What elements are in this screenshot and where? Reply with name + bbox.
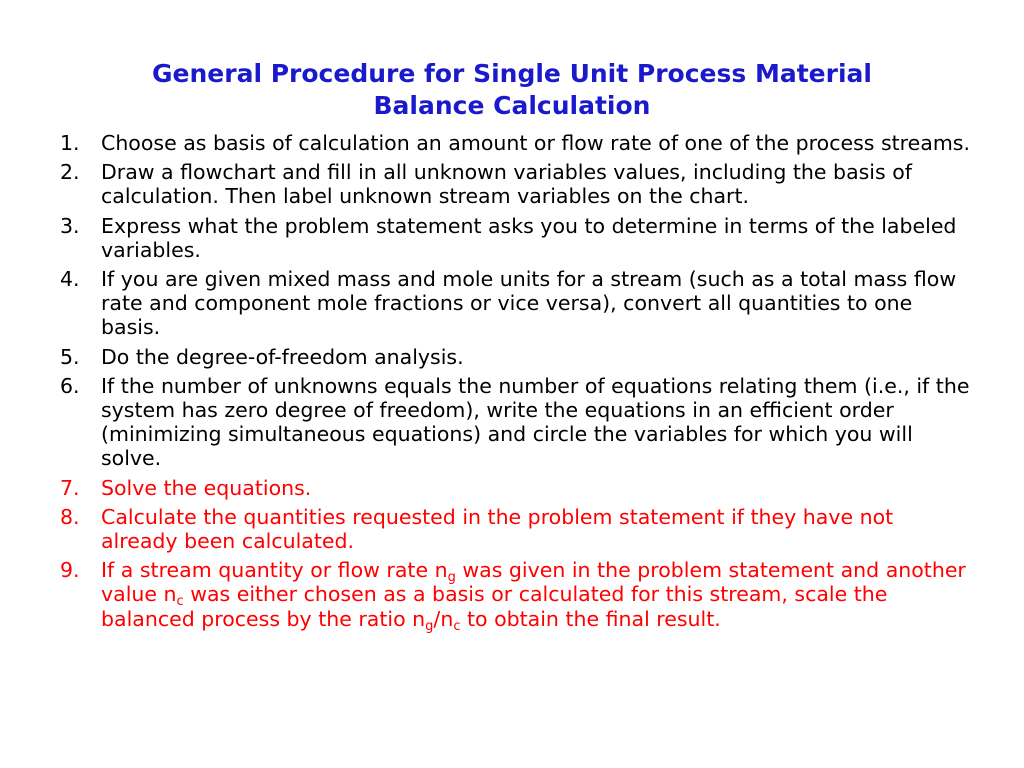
slide-title-line-1: General Procedure for Single Unit Process Material — [152, 59, 872, 88]
step-text: If you are given mixed mass and mole units for a stream (such as a total mass flow rate and component mole fractions or vice versa), convert all quantities to one basis. — [101, 267, 957, 340]
step-number: 8. — [60, 504, 80, 529]
step-text: Do the degree-of-freedom analysis. — [101, 344, 464, 369]
step-text — [101, 558, 970, 634]
step-number: 3. — [60, 213, 80, 238]
subscript-c: c — [453, 618, 461, 634]
step-2 — [60, 160, 970, 208]
step-3 — [60, 214, 970, 262]
step-8 — [60, 505, 970, 553]
step-text: Calculate the quantities requested in the problem statement if they have not already been calculated. — [101, 504, 894, 554]
step-4 — [60, 267, 970, 340]
step-text: If the number of unknowns equals the number of equations relating them (i.e., if the system has zero degree of freedom), write the equations in an efficient order (minimizing simultaneous equations) and circle the variables for which you will solve. — [101, 373, 970, 471]
step-text: Solve the equations. — [101, 475, 312, 500]
step-text: Draw a flowchart and fill in all unknown variables values, including the basis of calculation. Then label unknown stream variables on the chart. — [101, 160, 912, 209]
procedure-steps-list — [60, 131, 970, 636]
step-9 — [60, 558, 970, 634]
step-number: 5. — [60, 344, 80, 369]
slide-title — [60, 58, 964, 122]
subscript-c: c — [176, 594, 184, 610]
step-6 — [60, 374, 970, 471]
step-5 — [60, 345, 970, 369]
step-text: Express what the problem statement asks you to determine in terms of the labeled variables. — [101, 213, 957, 262]
step-text-part: to obtain the final result. — [460, 606, 721, 631]
step-number: 4. — [60, 267, 80, 292]
subscript-g: g — [425, 618, 434, 634]
step-number: 9. — [60, 558, 80, 583]
subscript-g: g — [447, 570, 456, 586]
step-text-part: was either chosen as a basis or calculated for this stream, scale the balanced process by the ratio n — [101, 582, 888, 631]
step-text: Choose as basis of calculation an amount or flow rate of one of the process streams. — [101, 131, 970, 155]
step-number: 6. — [60, 373, 80, 398]
step-number: 1. — [60, 131, 80, 155]
step-1 — [60, 131, 970, 155]
step-text-part: /n — [433, 606, 454, 631]
step-text-part: was given in the problem statement and another value n — [101, 558, 966, 607]
step-number: 7. — [60, 475, 80, 500]
slide-title-line-2: Balance Calculation — [373, 91, 651, 120]
step-7 — [60, 476, 970, 500]
step-number: 2. — [60, 160, 80, 185]
step-text-part: If a stream quantity or flow rate n — [101, 558, 448, 583]
